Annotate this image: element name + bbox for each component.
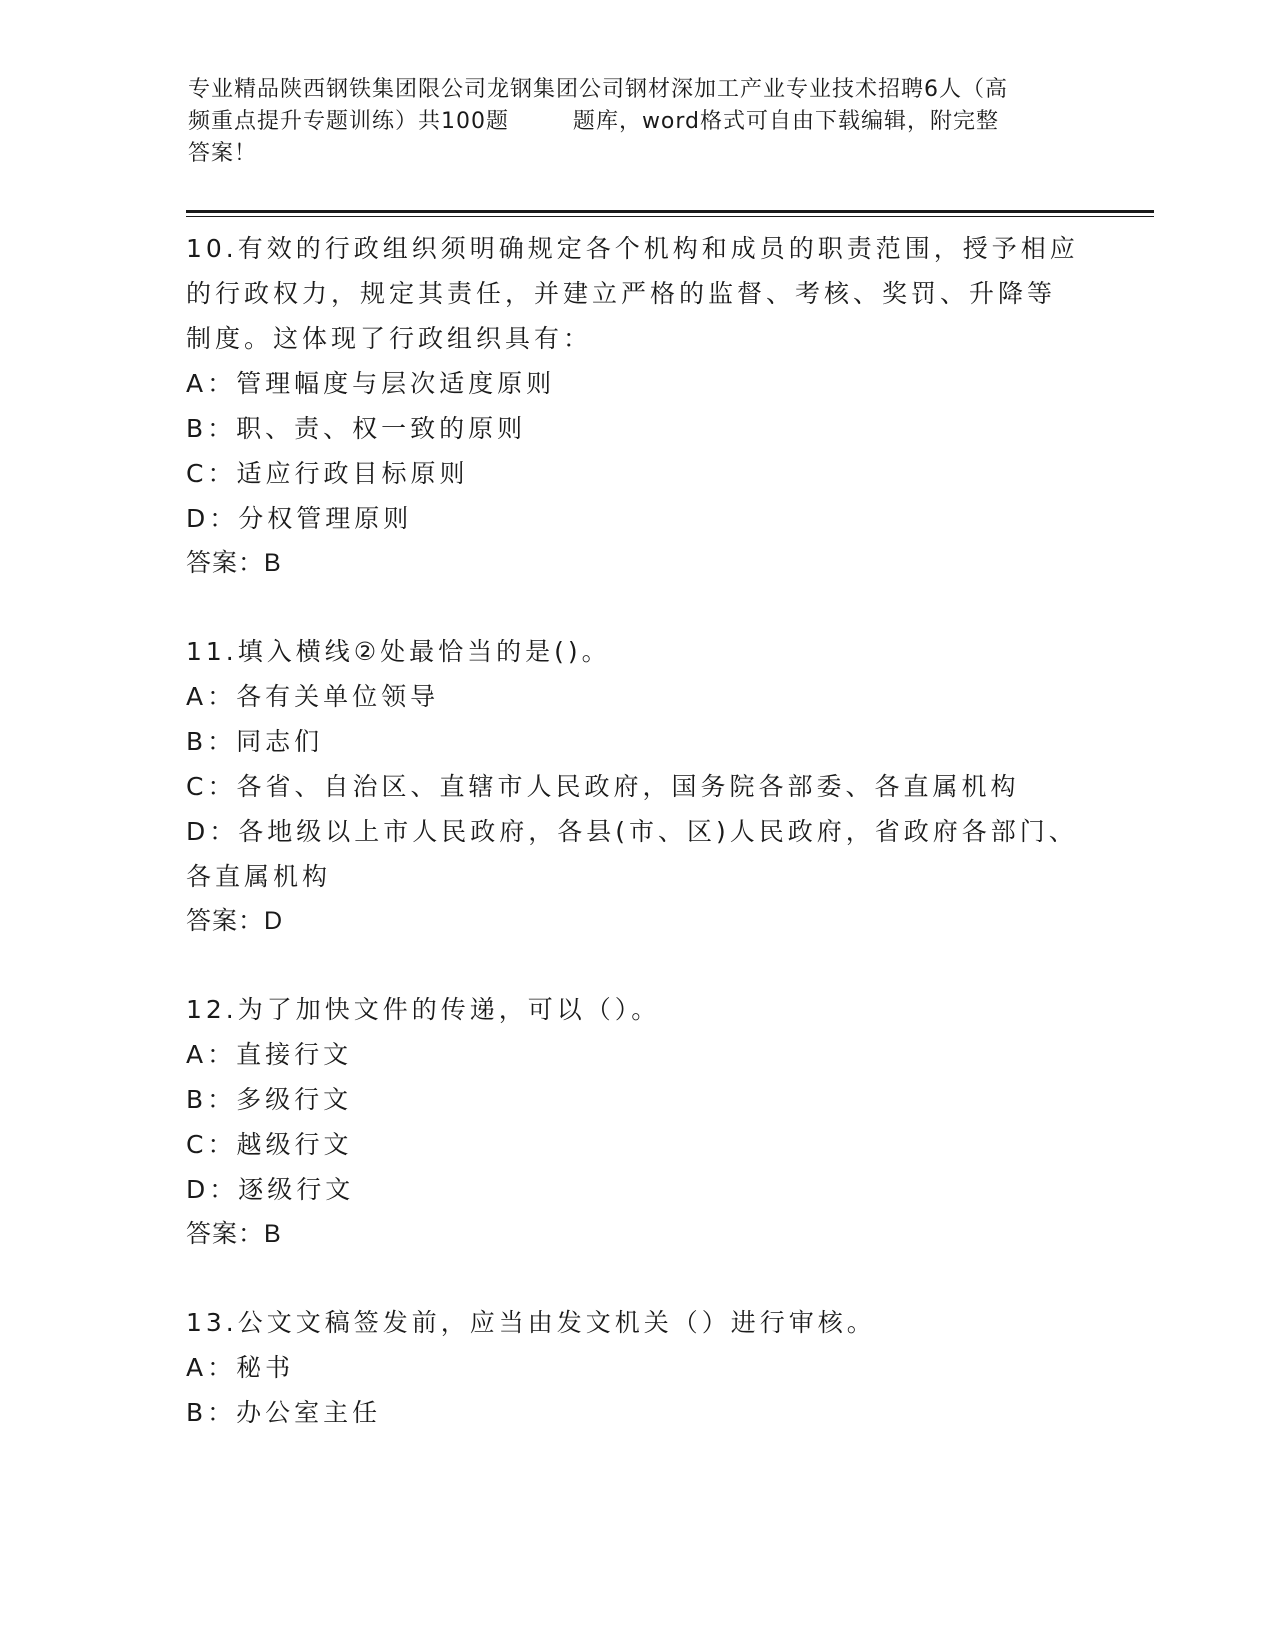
option-b: B：同志们 [186, 727, 324, 756]
header-divider-thin [186, 216, 1154, 217]
answer-text: 答案：B [186, 1220, 282, 1248]
option-a: A：各有关单位领导 [186, 682, 440, 711]
question-item [186, 987, 1086, 1257]
question-stem: 11.填入横线②处最恰当的是()。 [186, 637, 611, 666]
answer-text: 答案：B [186, 549, 282, 577]
question-list [186, 226, 1086, 1435]
question-stem: 12.为了加快文件的传递，可以（）。 [186, 995, 661, 1024]
question-stem: 13.公文文稿签发前，应当由发文机关（）进行审核。 [186, 1308, 876, 1337]
question-stem: 10.有效的行政组织须明确规定各个机构和成员的职责范围，授予相应 [186, 234, 1079, 263]
question-spacer [186, 1257, 1086, 1300]
question-item [186, 226, 1086, 586]
header-divider-thick [186, 210, 1154, 213]
option-d-continued: 各直属机构 [186, 862, 332, 891]
header-line: 频重点提升专题训练）共100题 题库，word格式可自由下载编辑，附完整 [188, 109, 1000, 134]
question-stem: 制度。这体现了行政组织具有： [186, 324, 593, 353]
question-stem: 的行政权力，规定其责任，并建立严格的监督、考核、奖罚、升降等 [186, 279, 1057, 308]
question-spacer [186, 586, 1086, 629]
option-d: D：逐级行文 [186, 1175, 355, 1204]
question-item [186, 629, 1086, 944]
option-a: A：秘书 [186, 1353, 295, 1382]
question-item [186, 1300, 1086, 1435]
answer-text: 答案：D [186, 907, 284, 935]
header-line: 专业精品陕西钢铁集团限公司龙钢集团公司钢材深加工产业专业技术招聘6人（高 [188, 77, 1008, 102]
option-b: B：办公室主任 [186, 1398, 382, 1427]
option-c: C：越级行文 [186, 1130, 353, 1159]
option-d: D：分权管理原则 [186, 504, 413, 533]
option-b: B：多级行文 [186, 1085, 353, 1114]
question-spacer [186, 944, 1086, 987]
option-b: B：职、责、权一致的原则 [186, 414, 527, 443]
option-a: A：管理幅度与层次适度原则 [186, 369, 556, 398]
option-c: C：各省、自治区、直辖市人民政府，国务院各部委、各直属机构 [186, 772, 1020, 801]
option-d: D：各地级以上市人民政府，各县(市、区)人民政府，省政府各部门、 [186, 817, 1078, 846]
option-a: A：直接行文 [186, 1040, 353, 1069]
document-header [188, 74, 1088, 170]
header-line: 答案！ [188, 141, 258, 166]
option-c: C：适应行政目标原则 [186, 459, 469, 488]
